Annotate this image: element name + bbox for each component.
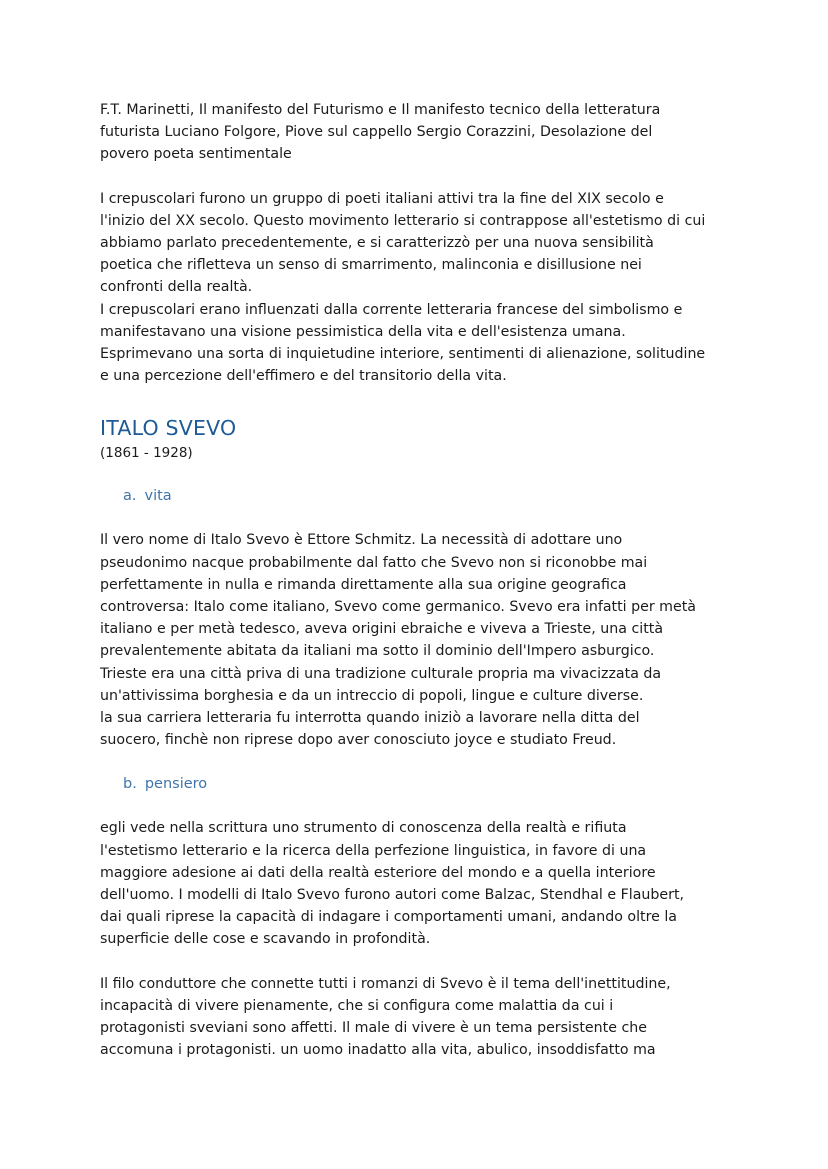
- text-line: suocero, finchè non riprese dopo aver conosciuto joyce e studiato Freud.: [100, 732, 617, 749]
- text-line: superficie delle cose e scavando in profondità.: [100, 931, 431, 948]
- text-line: I crepuscolari furono un gruppo di poeti italiani attivi tra la fine del XIX secolo e: [100, 190, 664, 207]
- text-line: F.T. Marinetti, Il manifesto del Futurismo e Il manifesto tecnico della letteratura: [100, 102, 661, 118]
- text-line: la sua carriera letteraria fu interrotta quando iniziò a lavorare nella ditta del: [100, 710, 640, 727]
- text-line: povero poeta sentimentale: [100, 146, 292, 163]
- section-b-heading: [123, 773, 748, 795]
- text-line: l'inizio del XX secolo. Questo movimento letterario si contrappose all'estetismo di cui: [100, 212, 706, 229]
- crepuscolari-paragraph: [100, 188, 748, 388]
- inettitudine-paragraph: [100, 973, 748, 1062]
- text-line: italiano e per metà tedesco, aveva origini ebraiche e viveva a Trieste, una città: [100, 621, 664, 638]
- list-marker: a.: [123, 488, 137, 505]
- text-line: dai quali riprese la capacità di indagare i comportamenti umani, andando oltre la: [100, 909, 677, 926]
- text-line: poetica che rifletteva un senso di smarrimento, malinconia e disillusione nei: [100, 257, 642, 274]
- text-line: confronti della realtà.: [100, 279, 253, 296]
- text-line: e una percezione dell'effimero e del transitorio della vita.: [100, 368, 507, 385]
- text-line: protagonisti sveviani sono affetti. Il male di vivere è un tema persistente che: [100, 1020, 647, 1037]
- text-line: pseudonimo nacque probabilmente dal fatto che Svevo non si riconobbe mai: [100, 554, 648, 571]
- text-line: maggiore adesione ai dati della realtà esteriore del mondo e a quella interiore: [100, 864, 656, 881]
- text-line: dell'uomo. I modelli di Italo Svevo furono autori come Balzac, Stendhal e Flaubert,: [100, 887, 685, 904]
- text-line: perfettamente in nulla e rimanda direttamente alla sua origine geografica: [100, 576, 627, 593]
- section-a-heading: [123, 485, 748, 507]
- text-line: accomuna i protagonisti. un uomo inadatto alla vita, abulico, insoddisfatto ma: [100, 1042, 656, 1059]
- vita-paragraph: [100, 529, 748, 751]
- text-line: incapacità di vivere pienamente, che si configura come malattia da cui i: [100, 997, 614, 1014]
- intro-paragraph: [100, 99, 748, 166]
- text-line: Il vero nome di Italo Svevo è Ettore Schmitz. La necessità di adottare uno: [100, 532, 623, 549]
- text-line: prevalentemente abitata da italiani ma sotto il dominio dell'Impero asburgico.: [100, 643, 655, 660]
- section-label: vita: [144, 488, 172, 505]
- svevo-heading: ITALO SVEVO: [100, 416, 237, 441]
- text-line: controversa: Italo come italiano, Svevo come germanico. Svevo era infatti per metà: [100, 599, 696, 616]
- list-marker: b.: [123, 776, 137, 793]
- text-line: un'attivissima borghesia e da un intreccio di popoli, lingue e culture diverse.: [100, 687, 644, 704]
- svevo-dates: (1861 - 1928): [100, 445, 193, 462]
- text-line: Esprimevano una sorta di inquietudine interiore, sentimenti di alienazione, solitudine: [100, 346, 706, 363]
- text-line: I crepuscolari erano influenzati dalla corrente letteraria francese del simbolismo e: [100, 301, 683, 318]
- text-line: Il filo conduttore che connette tutti i romanzi di Svevo è il tema dell'inettitudine,: [100, 975, 671, 992]
- text-line: manifestavano una visione pessimistica della vita e dell'esistenza umana.: [100, 323, 626, 340]
- text-line: l'estetismo letterario e la ricerca della perfezione linguistica, in favore di una: [100, 842, 647, 859]
- text-line: Trieste era una città priva di una tradizione culturale propria ma vivacizzata da: [100, 665, 662, 682]
- text-line: abbiamo parlato precedentemente, e si caratterizzò per una nuova sensibilità: [100, 235, 654, 252]
- pensiero-paragraph: [100, 817, 748, 950]
- text-line: egli vede nella scrittura uno strumento di conoscenza della realtà e rifiuta: [100, 820, 627, 837]
- section-label: pensiero: [144, 776, 208, 793]
- text-line: futurista Luciano Folgore, Piove sul cappello Sergio Corazzini, Desolazione del: [100, 124, 653, 141]
